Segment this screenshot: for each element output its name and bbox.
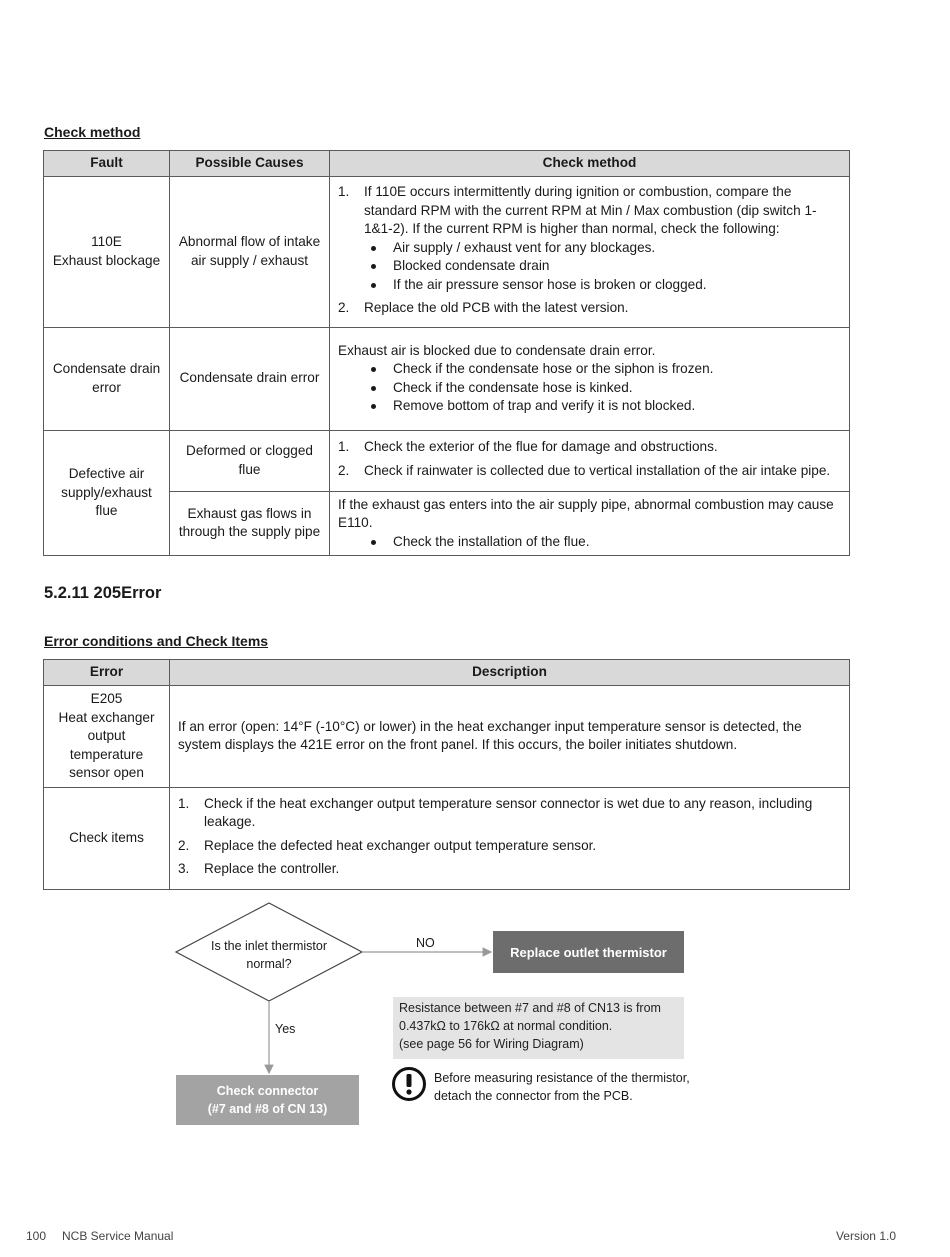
fault-cell: Condensate drain error xyxy=(44,327,170,430)
error-conditions-heading: Error conditions and Check Items xyxy=(44,633,269,649)
decision-text xyxy=(196,937,342,973)
replace-outlet-thermistor-box: Replace outlet thermistor xyxy=(493,931,684,973)
cause-cell: Deformed or clogged flue xyxy=(170,430,330,491)
resistance-note xyxy=(393,997,684,1059)
header-error: Error xyxy=(44,660,170,686)
step-number: 1. xyxy=(338,439,350,454)
step-number: 2. xyxy=(338,300,350,315)
caution-line: Before measuring resistance of the thermistor, xyxy=(434,1071,690,1085)
check-connector-box xyxy=(176,1075,359,1125)
decision-line: Is the inlet thermistor xyxy=(210,939,327,953)
list-item: Check if the condensate hose is kinked. xyxy=(338,379,841,398)
step-number: 2. xyxy=(338,462,350,478)
step-text: Check if the heat exchanger output temperature sensor connector is wet due to any reason, including leakage. xyxy=(204,795,813,829)
resistance-line: Resistance between #7 and #8 of CN13 is from xyxy=(399,1001,661,1015)
no-label: NO xyxy=(416,936,435,950)
header-fault: Fault xyxy=(44,151,170,177)
caution-note xyxy=(434,1069,694,1105)
error-code-cell: E205 Heat exchanger output temperature sensor open xyxy=(44,686,170,788)
step-number: 1. xyxy=(338,184,350,199)
check-intro: If the exhaust gas enters into the air supply pipe, abnormal combustion may cause E110. xyxy=(338,496,834,530)
caution-line: detach the connector from the PCB. xyxy=(434,1089,633,1103)
step-number: 2. xyxy=(178,837,190,853)
step-text: Replace the controller. xyxy=(204,861,340,876)
decision-line: normal? xyxy=(246,957,292,971)
list-item: Blocked condensate drain xyxy=(338,257,841,276)
header-check-method: Check method xyxy=(330,151,850,177)
step-text: Check if rainwater is collected due to vertical installation of the air intake pipe. xyxy=(364,462,831,478)
header-possible-causes: Possible Causes xyxy=(170,151,330,177)
check-connector-line: (#7 and #8 of CN 13) xyxy=(207,1102,328,1116)
caution-icon xyxy=(391,1066,427,1102)
check-items-label: Check items xyxy=(44,787,170,889)
cause-cell: Condensate drain error xyxy=(170,327,330,430)
step-text: Replace the old PCB with the latest version. xyxy=(364,300,629,315)
fault-code: 110E xyxy=(91,234,122,250)
step-text: If 110E occurs intermittently during ignition or combustion, compare the standard RPM with the current RPM at Min / Max combustion (dip switch 1-1&1-2). If the current RPM is higher than normal, check the following: xyxy=(364,184,817,236)
yes-label: Yes xyxy=(275,1022,296,1036)
list-item: If the air pressure sensor hose is broken or clogged. xyxy=(338,276,841,295)
check-connector-line: Check connector xyxy=(216,1084,319,1098)
fault-name: Exhaust blockage xyxy=(52,252,161,268)
step-number: 1. xyxy=(178,795,190,811)
cause-cell: Abnormal flow of intake air supply / exhaust xyxy=(170,177,330,328)
cause-cell: Exhaust gas flows in through the supply pipe xyxy=(170,491,330,556)
header-description: Description xyxy=(170,660,850,686)
resistance-line: (see page 56 for Wiring Diagram) xyxy=(399,1037,584,1051)
list-item: Check if the condensate hose or the siphon is frozen. xyxy=(338,360,841,379)
version-label: Version 1.0 xyxy=(835,1229,896,1243)
page-number: 100 xyxy=(26,1229,47,1243)
check-intro: Exhaust air is blocked due to condensate drain error. xyxy=(338,342,656,358)
resistance-line: 0.437kΩ to 176kΩ at normal condition. xyxy=(399,1019,613,1033)
section-title: 5.2.11 205Error xyxy=(44,584,162,602)
description-cell: If an error (open: 14°F (-10°C) or lower) in the heat exchanger input temperature sensor is detected, the system displays the 421E error on the front panel. If this occurs, the boiler initiates shutdown. xyxy=(170,686,850,788)
list-item: Air supply / exhaust vent for any blockages. xyxy=(338,239,841,258)
step-text: Check the exterior of the flue for damage and obstructions. xyxy=(364,439,718,454)
manual-title: NCB Service Manual xyxy=(62,1229,174,1243)
fault-cell: Defective air supply/exhaust flue xyxy=(44,430,170,556)
step-number: 3. xyxy=(178,861,190,876)
check-method-heading: Check method xyxy=(44,124,141,140)
list-item: Check the installation of the flue. xyxy=(338,533,841,552)
list-item: Remove bottom of trap and verify it is not blocked. xyxy=(338,397,841,416)
step-text: Replace the defected heat exchanger output temperature sensor. xyxy=(204,837,597,853)
